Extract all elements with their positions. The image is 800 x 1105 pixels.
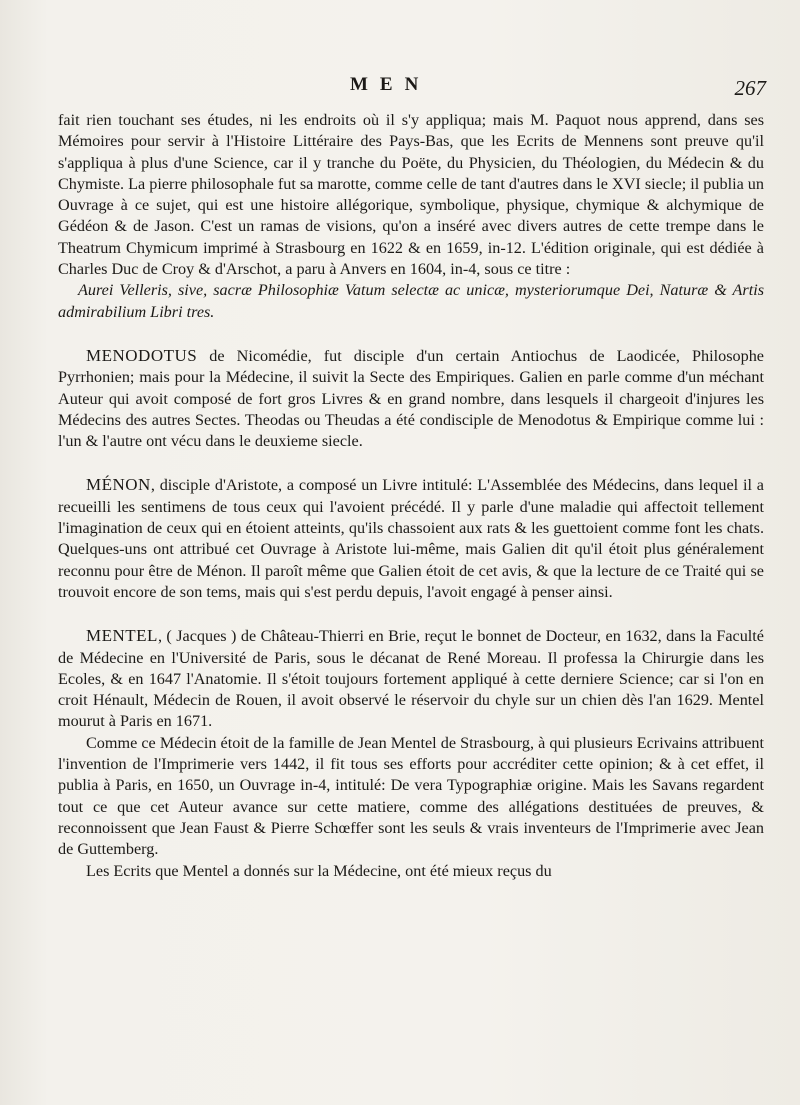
paragraph: fait rien touchant ses études, ni les endroits où il s'y appliqua; mais M. Paquot nous apprend, dans ses Mémoires pour servir à l'Histoire Littéraire des Pays-Bas, que les Ecrits de Mennens sont preuve qu'il s'appliqua à plus d'une Science, car il y tranche du Poëte, du Physicien, du Théologien, du Médecin & du Chymiste. La pierre philosophale fut sa marotte, comme celle de tant d'autres dans le XVI siecle; il publia un Ouvrage à ce sujet, qui est une histoire allégorique, symbolique, physique, chymique & alchymique de Gédéon & de Jason. C'est un ramas de visions, qu'on a inséré avec divers autres de cette trempe dans le Theatrum Chymicum imprimé à Strasbourg en 1622 & en 1659, in-12. L'édition originale, qui est dédiée à Charles Duc de Croy & d'Arschot, a paru à Anvers en 1604, in-4, sous ce titre : <box>58 111 764 279</box>
entry-paragraph <box>58 474 764 603</box>
headword: MENODOTUS <box>86 345 198 365</box>
book-title: Aurei Velleris, sive, sacræ Philosophiæ Vatum selectæ ac unicæ, mysteriorumque Dei, Naturæ & Artis admirabilium Libri tres. <box>58 281 764 321</box>
page-header <box>0 74 800 104</box>
page-number: 267 <box>734 76 766 100</box>
paragraph-text: , disciple d'Aristote, a composé un Livre intitulé: L'Assemblée des Médecins, dans lequel il a recueilli les sentimens de tous ceux qui l'avoient précédé. Il y parle d'une maladie qui affectoit tellement l'imagination de ceux qui en étoient atteints, qu'ils chassoient aux rats & les guettoient comme font les chats. Quelques-uns ont attribué cet Ouvrage à Aristote lui-même, mais Galien dit qu'il étoit plus généralement reconnu pour être de Ménon. Il paroît même que Galien étoit de cet avis, & que la lecture de ce Traité qui se trouvoit encore de son tems, mais qui s'est perdu depuis, l'avoit engagé à penser ainsi. <box>58 476 764 601</box>
entry-menodotus <box>58 345 764 452</box>
running-head: MEN <box>350 74 431 95</box>
entry-menon <box>58 474 764 603</box>
entry-paragraph <box>58 625 764 732</box>
headword: MENTEL <box>86 626 158 646</box>
paragraph-text: , ( Jacques ) de Château-Thierri en Brie, reçut le bonnet de Docteur, en 1632, dans la Faculté de Médecine en l'Université de Paris, sous le décanat de René Moreau. Il professa la Chirurgie dans les Ecoles, & en 1647 l'Anatomie. Il s'étoit toujours fortement appliqué à cette derniere Science; car si l'on en croit Hénault, Médecin de Rouen, il avoit observé le réservoir du chyle sur un chien dès l'an 1629. Mentel mourut à Paris en 1671. <box>58 627 764 731</box>
paragraph-text: de Nicomédie, fut disciple d'un certain Antiochus de Laodicée, Philosophe Pyrrhonien; mais pour la Médecine, il suivit la Secte des Empiriques. Galien en parle comme d'un méchant Auteur qui avoit composé de fort gros Livres & en grand nombre, dans lesquels il chargeoit d'injures les Médecins des autres Sectes. Theodas ou Theudas a été condisciple de Menodotus & Empirique comme lui : l'un & l'autre ont vécu dans le deuxieme siecle. <box>58 346 764 451</box>
page-body <box>58 110 764 904</box>
paragraph: Les Ecrits que Mentel a donnés sur la Médecine, ont été mieux reçus du <box>86 861 552 880</box>
paragraph: Comme ce Médecin étoit de la famille de Jean Mentel de Strasbourg, à qui plusieurs Ecrivains attribuent l'invention de l'Imprimerie vers 1442, il fit tous ses efforts pour accréditer cette opinion; & à cet effet, il publia à Paris, en 1650, un Ouvrage in-4, intitulé: De vera Typographiæ origine. Mais les Savans regardent tout ce que cet Auteur avance sur cette matiere, comme des allégations destituées de preuves, & reconnoissent que Jean Faust & Pierre Schœffer sont les seuls & vrais inventeurs de l'Imprimerie avec Jean de Guttemberg. <box>58 733 764 859</box>
headword: MÉNON <box>86 475 151 495</box>
entry-paragraph <box>58 345 764 452</box>
entry-mennens-continued <box>58 110 764 323</box>
entry-mentel <box>58 625 764 882</box>
